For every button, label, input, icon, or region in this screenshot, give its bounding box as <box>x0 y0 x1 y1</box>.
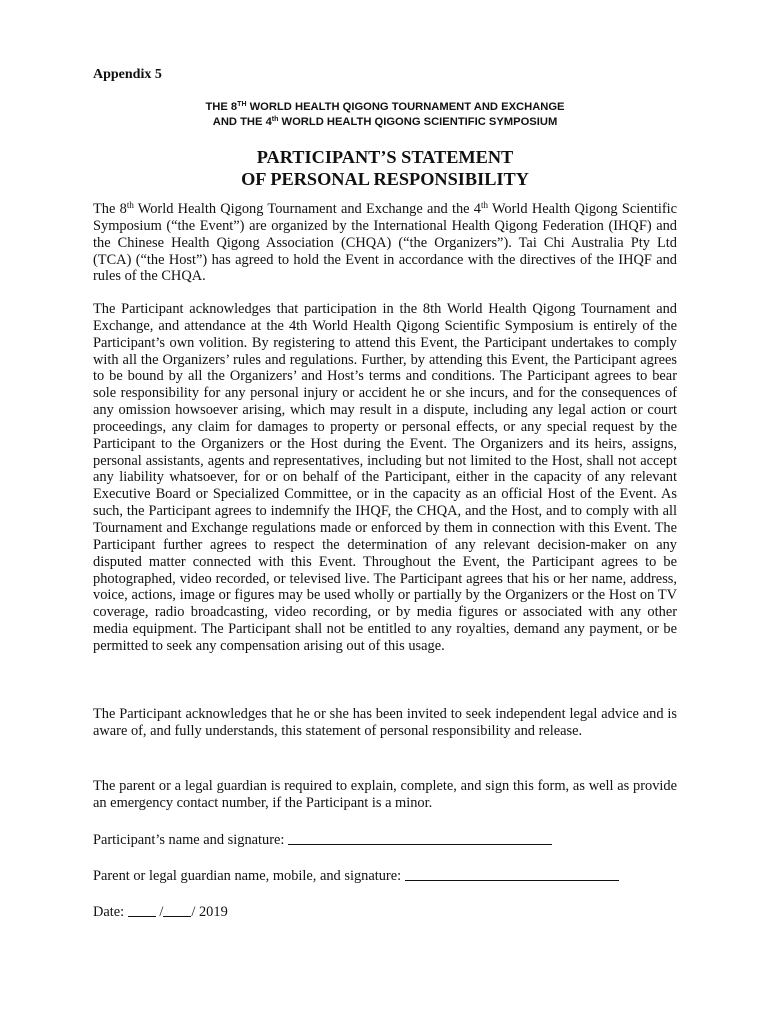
date-row <box>93 903 228 921</box>
paragraph-event-organizers: The 8th World Health Qigong Tournament and Exchange and the 4th World Health Qigong Scientific Symposium (“the Event”) are organized by the International Health Qigong Federation (IHQF) and the Chinese Health Qigong Association (CHQA) (“the Organizers”). Tai Chi Australia Pty Ltd (TCA) (“the Host”) has agreed to hold the Event in accordance with the directives of the IHQF and rules of the CHQA. <box>93 200 677 285</box>
page-title-line1: PARTICIPANT’S STATEMENT <box>256 147 514 167</box>
guardian-signature-field[interactable] <box>405 867 619 881</box>
participant-signature-field[interactable] <box>288 831 552 845</box>
date-day-field[interactable] <box>128 903 156 917</box>
event-title-line2: AND THE 4th WORLD HEALTH QIGONG SCIENTIFIC SYMPOSIUM <box>212 116 558 128</box>
date-month-field[interactable] <box>163 903 191 917</box>
paragraph-guardian-requirement: The parent or a legal guardian is required to explain, complete, and sign this form, as well as provide an emergency contact number, if the Participant is a minor. <box>93 778 677 811</box>
page-title-line2: OF PERSONAL RESPONSIBILITY <box>241 169 529 189</box>
appendix-label: Appendix 5 <box>93 67 162 82</box>
participant-signature-label: Participant’s name and signature: <box>93 832 285 848</box>
guardian-signature-label: Parent or legal guardian name, mobile, and signature: <box>93 868 402 884</box>
event-title-line1: THE 8TH WORLD HEALTH QIGONG TOURNAMENT AND EXCHANGE <box>205 101 565 113</box>
page-title <box>93 146 677 190</box>
date-year: / 2019 <box>191 904 228 920</box>
paragraph-acknowledgement-terms: The Participant acknowledges that participation in the 8th World Health Qigong Tournament and Exchange, and attendance at the 4th World Health Qigong Scientific Symposium is entirely of the Participant’s own volition. By registering to attend this Event, the Participant undertakes to comply with all the Organizers’ rules and regulations. Further, by attending this Event, the Participant agrees to be bound by all the Organizers’ and Host’s terms and conditions. The Participant agrees to bear sole responsibility for any personal injury or accident he or she incurs, and for the consequences of any omission howsoever arising, which may result in a dispute, including any legal action or court proceedings, any claim for damages to property or personal effects, or any special request by the Participant to the Organizers or the Host during the Event. The Organizers and its heirs, assigns, personal assistants, agents and representatives, including but not limited to the Host, shall not accept any liability whatsoever, for or on behalf of the Participant, either in the capacity of any relevant Executive Board or Specialized Committee, or in the capacity as an official Host of the Event. As such, the Participant agrees to indemnify the IHQF, the CHQA, and the Host, and to comply with all Tournament and Exchange regulations made or enforced by them in connection with this Event. The Participant further agrees to respect the determination of any relevant decision-maker on any disputed matter connected with this Event. Throughout the Event, the Participant agrees to be photographed, video recorded, or televised live. The Participant agrees that his or her name, address, voice, actions, image or figures may be used wholly or partially by the Organizers or the Host on TV coverage, radio broadcasting, video recording, or by media figures or associated with any other media equipment. The Participant shall not be entitled to any royalties, demand any payment, or be permitted to seek any compensation arising out of this usage. <box>93 301 677 654</box>
paragraph-legal-advice: The Participant acknowledges that he or she has been invited to seek independent legal advice and is aware of, and fully understands, this statement of personal responsibility and release. <box>93 706 677 739</box>
date-separator: / <box>159 904 164 920</box>
participant-signature-row <box>93 831 552 849</box>
event-title <box>93 100 677 130</box>
guardian-signature-row <box>93 867 619 885</box>
date-label: Date: <box>93 904 125 920</box>
